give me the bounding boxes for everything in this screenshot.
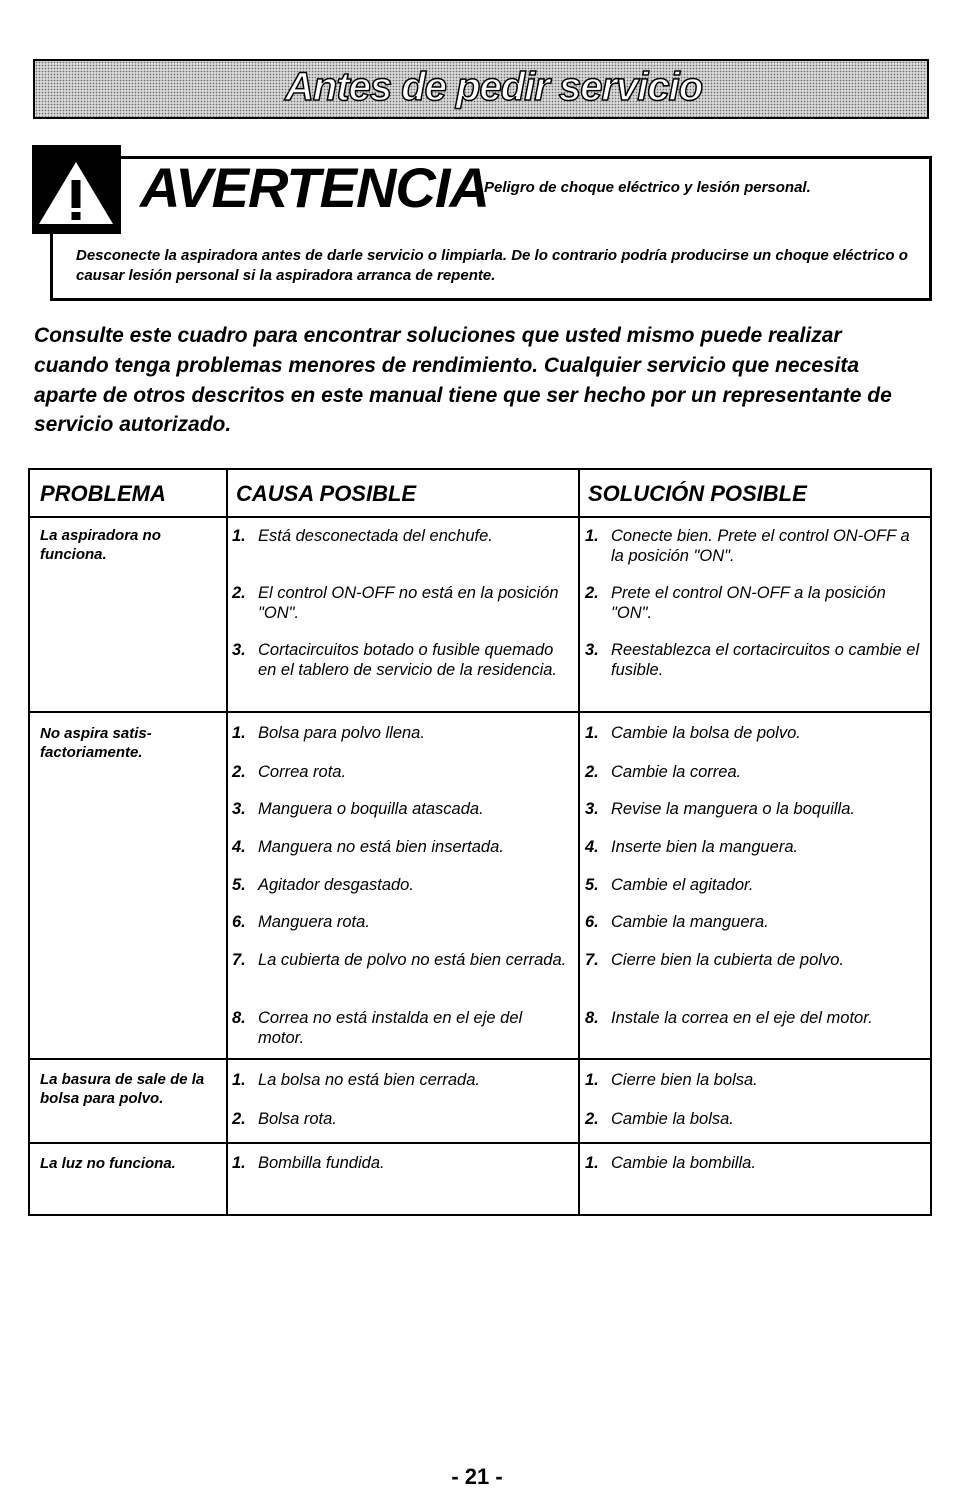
- item-text: Cambie la bolsa.: [611, 1110, 734, 1128]
- item-number: 8.: [585, 1009, 599, 1027]
- item-number: 5.: [232, 876, 246, 894]
- solution-item: [585, 951, 925, 971]
- item-text: Bolsa para polvo llena.: [258, 724, 425, 742]
- solution-item: [585, 763, 925, 783]
- item-number: 5.: [585, 876, 599, 894]
- column-header-cause: CAUSA POSIBLE: [236, 481, 417, 506]
- item-number: 4.: [585, 838, 599, 856]
- warning-text: Desconecte la aspiradora antes de darle servicio o limpiarla. De lo contrario podría producirse un choque eléctrico o causar lesión personal si la aspiradora arranca de repente.: [76, 247, 908, 284]
- item-number: 1.: [585, 724, 599, 742]
- row-divider: [28, 711, 932, 713]
- item-text: Cierre bien la cubierta de polvo.: [611, 951, 844, 969]
- cause-item: [232, 1071, 572, 1091]
- item-number: 2.: [232, 763, 246, 781]
- item-number: 1.: [585, 1154, 599, 1172]
- column-divider: [578, 468, 580, 1216]
- item-number: 7.: [585, 951, 599, 969]
- column-header-solution: SOLUCIÓN POSIBLE: [588, 481, 807, 506]
- item-text: Cambie la manguera.: [611, 913, 769, 931]
- item-text: La cubierta de polvo no está bien cerrada.: [258, 951, 567, 969]
- page-number: - 21 -: [451, 1464, 503, 1489]
- item-number: 7.: [232, 951, 246, 969]
- warning-triangle-icon: [36, 158, 116, 228]
- item-text: Prete el control ON-OFF a la posición "ON".: [611, 584, 886, 622]
- item-number: 3.: [232, 800, 246, 818]
- item-text: Instale la correa en el eje del motor.: [611, 1009, 873, 1027]
- item-number: 2.: [585, 763, 599, 781]
- item-number: 3.: [585, 641, 599, 659]
- solution-item: [585, 1009, 925, 1029]
- item-text: Cierre bien la bolsa.: [611, 1071, 758, 1089]
- item-text: Correa rota.: [258, 763, 347, 781]
- item-text: Bombilla fundida.: [258, 1154, 385, 1172]
- item-text: Agitador desgastado.: [258, 876, 414, 894]
- item-text: Cambie la bombilla.: [611, 1154, 756, 1172]
- item-text: Correa no está instalda en el eje del motor.: [258, 1009, 523, 1047]
- item-text: Inserte bien la manguera.: [611, 838, 799, 856]
- item-number: 1.: [232, 1154, 246, 1172]
- cause-item: [232, 876, 572, 896]
- item-number: 6.: [232, 913, 246, 931]
- solution-item: [585, 584, 925, 624]
- item-text: Bolsa rota.: [258, 1110, 337, 1128]
- item-number: 1.: [232, 527, 246, 545]
- problem-cell: La basura de sale de la bolsa para polvo.: [40, 1071, 205, 1107]
- cause-item: [232, 1154, 572, 1174]
- cause-item: [232, 724, 572, 744]
- intro-paragraph: Consulte este cuadro para encontrar soluciones que usted mismo puede realizar cuando tenga problemas menores de rendimiento. Cualquier servicio que necesita aparte de otros descritos en este manual tiene que ser hecho por un representante de servicio autorizado.: [34, 324, 892, 437]
- item-number: 8.: [232, 1009, 246, 1027]
- title-banner: [33, 59, 929, 119]
- solution-item: [585, 641, 925, 681]
- item-text: Manguera no está bien insertada.: [258, 838, 504, 856]
- warning-summary: Peligro de choque eléctrico y lesión personal.: [484, 179, 811, 196]
- item-number: 3.: [232, 641, 246, 659]
- item-text: El control ON-OFF no está en la posición "ON".: [258, 584, 559, 622]
- item-text: Cambie la bolsa de polvo.: [611, 724, 801, 742]
- item-number: 4.: [232, 838, 246, 856]
- item-text: Conecte bien. Prete el control ON-OFF a la posición "ON".: [611, 527, 910, 565]
- cause-item: [232, 1009, 572, 1049]
- item-text: Está desconectada del enchufe.: [258, 527, 493, 545]
- solution-item: [585, 800, 925, 820]
- problem-cell: No aspira satis- factoriamente.: [40, 725, 152, 761]
- item-number: 2.: [232, 1110, 246, 1128]
- problem-cell: La aspiradora no funciona.: [40, 527, 161, 563]
- cause-item: [232, 913, 572, 933]
- item-number: 2.: [585, 1110, 599, 1128]
- cause-item: [232, 800, 572, 820]
- cause-item: [232, 838, 572, 858]
- cause-item: [232, 584, 572, 624]
- cause-item: [232, 527, 572, 547]
- row-divider: [28, 1142, 932, 1144]
- item-text: Reestablezca el cortacircuitos o cambie el fusible.: [611, 641, 920, 679]
- cause-item: [232, 951, 572, 971]
- solution-item: [585, 876, 925, 896]
- item-number: 1.: [232, 724, 246, 742]
- solution-item: [585, 1110, 925, 1130]
- item-number: 1.: [585, 1071, 599, 1089]
- column-divider: [226, 468, 228, 1216]
- item-number: 2.: [232, 584, 246, 602]
- row-divider: [28, 1058, 932, 1060]
- item-number: 1.: [585, 527, 599, 545]
- item-text: La bolsa no está bien cerrada.: [258, 1071, 480, 1089]
- item-text: Revise la manguera o la boquilla.: [611, 800, 855, 818]
- item-text: Manguera o boquilla atascada.: [258, 800, 484, 818]
- item-text: Cortacircuitos botado o fusible quemado en el tablero de servicio de la residencia.: [258, 641, 558, 679]
- item-text: Cambie la correa.: [611, 763, 742, 781]
- item-text: Manguera rota.: [258, 913, 370, 931]
- solution-item: [585, 1154, 925, 1174]
- cause-item: [232, 641, 572, 681]
- solution-item: [585, 838, 925, 858]
- item-number: 6.: [585, 913, 599, 931]
- item-text: Cambie el agitador.: [611, 876, 754, 894]
- solution-item: [585, 913, 925, 933]
- item-number: 2.: [585, 584, 599, 602]
- item-number: 3.: [585, 800, 599, 818]
- cause-item: [232, 763, 572, 783]
- header-divider: [28, 516, 932, 518]
- cause-item: [232, 1110, 572, 1130]
- page-title: Antes de pedir servicio: [285, 65, 703, 109]
- item-number: 1.: [232, 1071, 246, 1089]
- problem-cell: La luz no funciona.: [40, 1155, 176, 1172]
- solution-item: [585, 724, 925, 744]
- column-header-problem: PROBLEMA: [40, 481, 166, 506]
- solution-item: [585, 527, 925, 567]
- solution-item: [585, 1071, 925, 1091]
- warning-heading: AVERTENCIA: [140, 156, 489, 219]
